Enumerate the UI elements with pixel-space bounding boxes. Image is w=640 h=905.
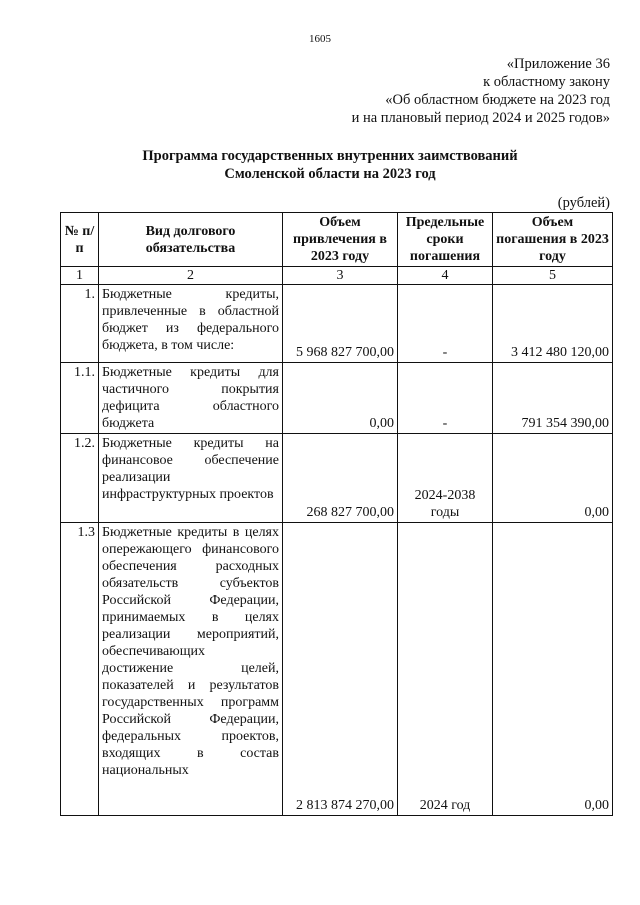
obligation-kind: Бюджетные кредиты в целях опережающего финансового обеспечения расходных обязательств субъектов Российской Федерации, принимаемых в целях реализации мероприятий, обеспечивающих достижение целей, показателей и результатов государственных программ Российской Федерации, федеральных проектов, входящих в состав национальных: [99, 523, 283, 816]
appendix-heading: [352, 55, 610, 127]
repayment-amount: 0,00: [493, 523, 613, 816]
page-number: 1605: [309, 33, 331, 45]
title-line: Смоленской области на 2023 год: [224, 166, 436, 182]
obligation-kind: Бюджетные кредиты на финансовое обеспечение реализации инфраструктурных проектов: [99, 434, 283, 523]
borrowing-amount: 268 827 700,00: [283, 434, 398, 523]
header-borrowing-volume: Объем привлечения в 2023 году: [283, 213, 398, 267]
column-index-row: [61, 267, 613, 285]
repayment-amount: 791 354 390,00: [493, 363, 613, 434]
borrowing-amount: 0,00: [283, 363, 398, 434]
obligation-kind: Бюджетные кредиты, привлеченные в областной бюджет из федерального бюджета, в том числе:: [99, 285, 283, 363]
repayment-amount: 0,00: [493, 434, 613, 523]
column-index: 1: [61, 267, 99, 285]
row-number: 1.3: [61, 523, 99, 816]
header-obligation-kind: Вид долгового обязательства: [99, 213, 283, 267]
table-row: [61, 523, 613, 816]
repayment-amount: 3 412 480 120,00: [493, 285, 613, 363]
appendix-line: «Приложение 36: [506, 56, 610, 72]
appendix-line: к областному закону: [483, 74, 610, 90]
appendix-line: и на плановый период 2024 и 2025 годов»: [351, 110, 610, 126]
column-index: 4: [398, 267, 493, 285]
header-number: № п/п: [61, 213, 99, 267]
column-index: 3: [283, 267, 398, 285]
header-repayment-volume: Объем погашения в 2023 году: [493, 213, 613, 267]
table-row: [61, 363, 613, 434]
repayment-term: 2024 год: [398, 523, 493, 816]
row-number: 1.1.: [61, 363, 99, 434]
column-index: 2: [99, 267, 283, 285]
table-row: [61, 434, 613, 523]
units-label: (рублей): [557, 195, 610, 211]
repayment-term: 2024-2038 годы: [398, 434, 493, 523]
row-number: 1.2.: [61, 434, 99, 523]
borrowing-amount: 5 968 827 700,00: [283, 285, 398, 363]
obligation-kind: Бюджетные кредиты для частичного покрытия дефицита областного бюджета: [99, 363, 283, 434]
borrowing-program-table: [60, 212, 613, 816]
borrowing-amount: 2 813 874 270,00: [283, 523, 398, 816]
table-header-row: [61, 213, 613, 267]
header-repayment-terms: Предельные сроки погашения: [398, 213, 493, 267]
column-index: 5: [493, 267, 613, 285]
title-line: Программа государственных внутренних заимствований: [142, 148, 518, 164]
table-row: [61, 285, 613, 363]
repayment-term: -: [398, 363, 493, 434]
document-title: [0, 147, 640, 183]
appendix-line: «Об областном бюджете на 2023 год: [385, 92, 610, 108]
repayment-term: -: [398, 285, 493, 363]
row-number: 1.: [61, 285, 99, 363]
